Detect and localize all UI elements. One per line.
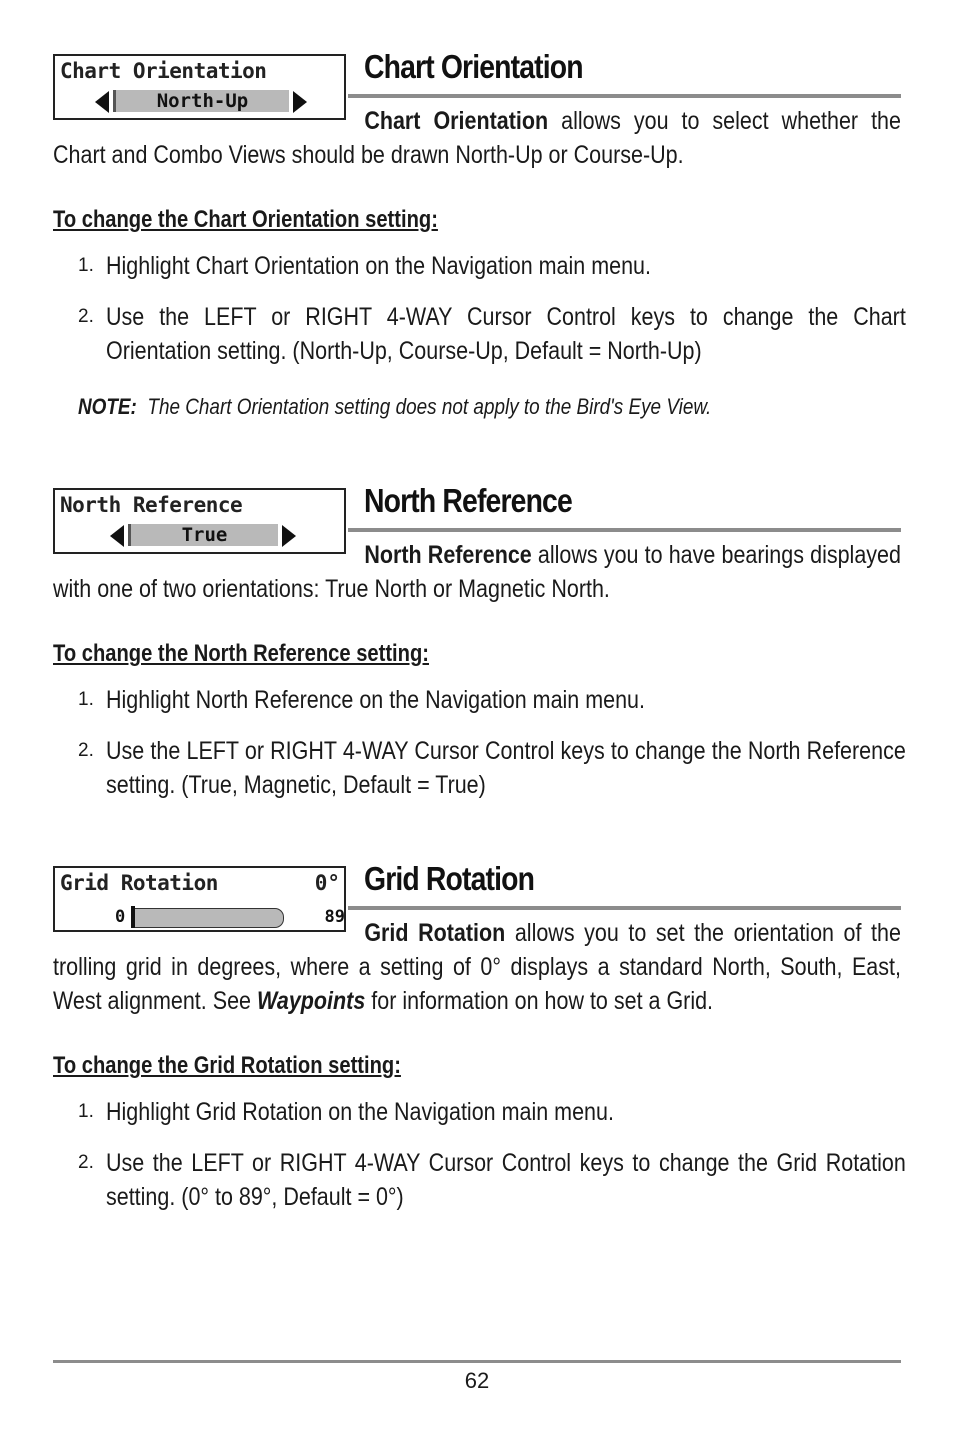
- waypoints-reference: Waypoints: [256, 987, 366, 1015]
- step-text: Use the LEFT or RIGHT 4-WAY Cursor Control keys to change the Grid Rotation setting. (0° to 89°, Default = 0°): [106, 1149, 906, 1211]
- menu-value: North-Up: [113, 90, 289, 112]
- description-paragraph: [53, 104, 901, 172]
- note: [78, 394, 711, 420]
- menu-title: North Reference: [60, 493, 243, 517]
- slider-max-label: 89: [324, 907, 345, 927]
- step-number: 2.: [78, 1152, 94, 1173]
- menu-title: Chart Orientation: [60, 59, 267, 83]
- note-label: NOTE:: [78, 394, 137, 419]
- section-heading: Grid Rotation: [364, 860, 535, 897]
- slider-min-label: 0: [115, 907, 126, 927]
- description-paragraph: [53, 916, 901, 1018]
- procedure-title: To change the North Reference setting:: [53, 640, 429, 667]
- rotation-readout: 0°: [314, 871, 340, 895]
- procedure-title: To change the Grid Rotation setting:: [53, 1052, 401, 1079]
- step-number: 1.: [78, 1101, 94, 1122]
- step-number: 1.: [78, 255, 94, 276]
- description-paragraph: [53, 538, 901, 606]
- page-number: 62: [464, 1368, 490, 1393]
- step-text: Highlight Grid Rotation on the Navigation main menu.: [106, 1098, 614, 1126]
- heading-rule: [348, 528, 901, 532]
- heading-rule: [348, 906, 901, 910]
- intro-bold: Grid Rotation: [364, 919, 506, 947]
- step-text: Highlight North Reference on the Navigation main menu.: [106, 686, 645, 714]
- step-text: Highlight Chart Orientation on the Navigation main menu.: [106, 252, 651, 280]
- section-heading: Chart Orientation: [364, 48, 583, 85]
- step-number: 2.: [78, 306, 94, 327]
- step-text: Use the LEFT or RIGHT 4-WAY Cursor Control keys to change the North Reference setting. (True, Magnetic, Default = True): [106, 737, 906, 799]
- intro-bold: North Reference: [364, 541, 532, 569]
- step-number: 2.: [78, 740, 94, 761]
- intro-text: allows you to set the orientation of the trolling grid in degrees, where a setting of 0° displays a standard North, South, East, West alignment. See: [53, 919, 901, 1015]
- menu-title: Grid Rotation: [60, 871, 218, 895]
- menu-value: True: [128, 524, 278, 546]
- intro-text: allows you to select whether the Chart and Combo Views should be drawn North-Up or Course-Up.: [53, 107, 901, 169]
- section-heading: North Reference: [364, 482, 572, 519]
- step-text: Use the LEFT or RIGHT 4-WAY Cursor Control keys to change the Chart Orientation setting. (North-Up, Course-Up, Default = North-Up): [106, 303, 906, 365]
- heading-rule: [348, 94, 901, 98]
- note-text: The Chart Orientation setting does not apply to the Bird's Eye View.: [147, 394, 712, 419]
- intro-text: allows you to have bearings displayed with one of two orientations: True North or Magnetic North.: [53, 541, 901, 603]
- footer-rule: [53, 1360, 901, 1363]
- intro-text: for information on how to set a Grid.: [365, 987, 714, 1015]
- intro-bold: Chart Orientation: [364, 107, 549, 135]
- step-number: 1.: [78, 689, 94, 710]
- procedure-title: To change the Chart Orientation setting:: [53, 206, 438, 233]
